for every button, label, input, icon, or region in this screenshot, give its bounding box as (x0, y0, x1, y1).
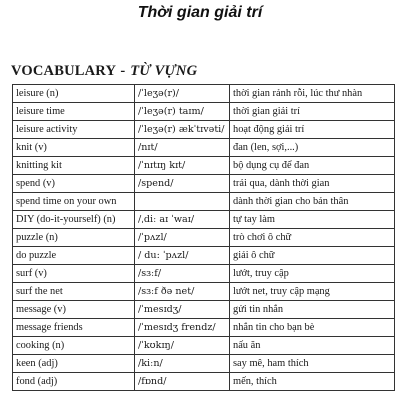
table-row (13, 319, 395, 337)
word-cell: surf the net (13, 283, 135, 301)
ipa-cell: /nɪt/ (135, 139, 230, 157)
table-row (13, 355, 395, 373)
ipa-cell: /fɒnd/ (135, 373, 230, 391)
word-cell: cooking (n) (13, 337, 135, 355)
ipa-cell: /kiːn/ (135, 355, 230, 373)
table-row (13, 121, 395, 139)
table-row (13, 229, 395, 247)
meaning-cell: say mê, ham thích (230, 355, 395, 373)
table-row (13, 211, 395, 229)
word-cell: leisure time (13, 103, 135, 121)
section-heading (11, 63, 197, 80)
word-cell: knit (v) (13, 139, 135, 157)
meaning-cell: trải qua, dành thời gian (230, 175, 395, 193)
word-cell: spend time on your own (13, 193, 135, 211)
ipa-cell (135, 193, 230, 211)
ipa-cell: /ˈmesɪdʒ frendz/ (135, 319, 230, 337)
word-cell: message friends (13, 319, 135, 337)
word-cell: do puzzle (13, 247, 135, 265)
meaning-cell: thời gian rảnh rỗi, lúc thư nhàn (230, 85, 395, 103)
word-cell: spend (v) (13, 175, 135, 193)
table-row (13, 139, 395, 157)
word-cell: leisure activity (13, 121, 135, 139)
table-row (13, 373, 395, 391)
word-cell: leisure (n) (13, 85, 135, 103)
meaning-cell: gửi tin nhắn (230, 301, 395, 319)
table-row (13, 301, 395, 319)
word-cell: keen (adj) (13, 355, 135, 373)
meaning-cell: bộ dụng cụ để đan (230, 157, 395, 175)
table-row (13, 85, 395, 103)
meaning-cell: hoạt động giải trí (230, 121, 395, 139)
word-cell: puzzle (n) (13, 229, 135, 247)
word-cell: fond (adj) (13, 373, 135, 391)
table-row (13, 247, 395, 265)
meaning-cell: lướt net, truy cập mạng (230, 283, 395, 301)
ipa-cell: /ˈkʊkɪŋ/ (135, 337, 230, 355)
vocabulary-table (12, 84, 395, 391)
meaning-cell: dành thời gian cho bản thân (230, 193, 395, 211)
meaning-cell: trò chơi ô chữ (230, 229, 395, 247)
ipa-cell: /ˈnɪtɪŋ kɪt/ (135, 157, 230, 175)
ipa-cell: /spend/ (135, 175, 230, 193)
meaning-cell: tự tay làm (230, 211, 395, 229)
meaning-cell: nhắn tin cho bạn bè (230, 319, 395, 337)
ipa-cell: /ˈleʒə(r) taɪm/ (135, 103, 230, 121)
ipa-cell: /sɜːf ðə net/ (135, 283, 230, 301)
ipa-cell: /ˈmesɪdʒ/ (135, 301, 230, 319)
vocabulary-table-body (13, 85, 395, 391)
word-cell: knitting kit (13, 157, 135, 175)
meaning-cell: giải ô chữ (230, 247, 395, 265)
chapter-title: Thời gian giải trí (137, 4, 263, 21)
table-row (13, 103, 395, 121)
word-cell: message (v) (13, 301, 135, 319)
ipa-cell: /sɜːf/ (135, 265, 230, 283)
ipa-cell: /ˈpʌzl/ (135, 229, 230, 247)
ipa-cell: /ˈleʒə(r) ækˈtɪvəti/ (135, 121, 230, 139)
section-heading-vn: TỪ VỰNG (130, 63, 198, 79)
meaning-cell: mến, thích (230, 373, 395, 391)
word-cell: surf (v) (13, 265, 135, 283)
section-heading-separator: - (120, 63, 126, 79)
section-heading-en: VOCABULARY (11, 63, 116, 79)
meaning-cell: đan (len, sợi,...) (230, 139, 395, 157)
table-row (13, 265, 395, 283)
table-row (13, 157, 395, 175)
table-row (13, 175, 395, 193)
ipa-cell: /ˈleʒə(r)/ (135, 85, 230, 103)
word-cell: DIY (do-it-yourself) (n) (13, 211, 135, 229)
meaning-cell: nấu ăn (230, 337, 395, 355)
ipa-cell: / du: ˈpʌzl/ (135, 247, 230, 265)
meaning-cell: thời gian giải trí (230, 103, 395, 121)
ipa-cell: /ˌdiː aɪ ˈwaɪ/ (135, 211, 230, 229)
table-row (13, 193, 395, 211)
table-row (13, 283, 395, 301)
meaning-cell: lướt, truy cập (230, 265, 395, 283)
table-row (13, 337, 395, 355)
